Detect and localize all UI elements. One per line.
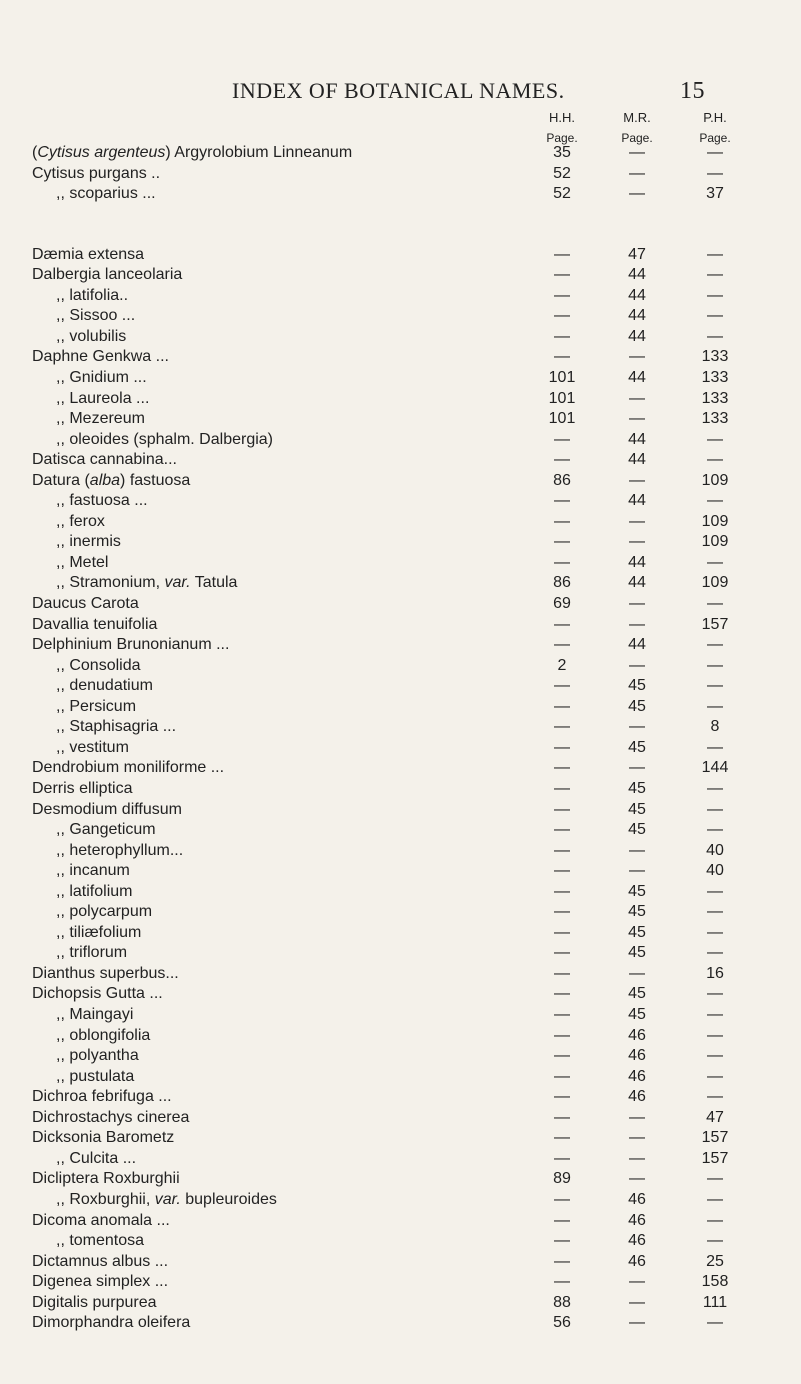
- index-entry: [0, 615, 801, 635]
- entry-name: ,, scoparius ...: [56, 185, 156, 203]
- entry-name: Digitalis purpurea: [32, 1293, 157, 1311]
- index-entry: [0, 450, 801, 470]
- ph-page: —: [707, 923, 723, 941]
- mr-page: 44: [628, 307, 646, 325]
- hh-page: —: [554, 1026, 570, 1044]
- ph-page: —: [707, 882, 723, 900]
- entry-name: ,, Metel: [56, 553, 109, 571]
- ph-page: 133: [701, 389, 729, 407]
- ph-page: —: [707, 553, 723, 571]
- mr-page: 47: [628, 245, 646, 263]
- entry-name: Dichopsis Gutta ...: [32, 985, 163, 1003]
- ph-page: —: [707, 164, 723, 182]
- column-sub: Page.: [699, 131, 731, 145]
- hh-page: —: [554, 1006, 570, 1023]
- entry-name: ,, Stramonium, var. Tatula: [56, 574, 238, 592]
- mr-page: —: [629, 759, 645, 777]
- mr-page: 46: [628, 1088, 646, 1106]
- entry-name: ,, Staphisagria ...: [56, 718, 177, 736]
- entry-name: ,, tomentosa: [56, 1232, 145, 1250]
- mr-page: 45: [628, 1006, 646, 1023]
- ph-page: 133: [701, 410, 729, 428]
- ph-page: —: [707, 985, 723, 1003]
- index-entry: [0, 758, 801, 778]
- entry-name: Dichrostachys cinerea: [32, 1108, 190, 1126]
- hh-page: —: [554, 841, 570, 859]
- index-entry: [0, 1211, 801, 1231]
- ph-page: 144: [701, 759, 729, 777]
- index-entry: [0, 902, 801, 922]
- ph-page: —: [707, 636, 723, 654]
- hh-page: —: [554, 451, 570, 469]
- entry-name: ,, Gangeticum: [56, 821, 156, 839]
- ph-page: —: [707, 738, 723, 756]
- mr-page: —: [629, 144, 645, 161]
- ph-page: 109: [701, 574, 729, 592]
- ph-page: —: [707, 1067, 723, 1085]
- entry-name: ,, polycarpum: [56, 903, 153, 921]
- hh-page: —: [554, 944, 570, 962]
- hh-page: —: [554, 327, 570, 345]
- mr-page: 46: [628, 1190, 646, 1208]
- ph-page: —: [707, 245, 723, 263]
- hh-page: —: [554, 430, 570, 448]
- hh-page: —: [554, 286, 570, 304]
- mr-page: 45: [628, 903, 646, 921]
- hh-page: 101: [548, 368, 576, 386]
- entry-name: Dalbergia lanceolaria: [32, 266, 183, 284]
- mr-page: 44: [628, 266, 646, 284]
- index-entry: [0, 964, 801, 984]
- hh-page: —: [554, 1190, 570, 1208]
- mr-page: —: [629, 389, 645, 407]
- index-entry: [0, 347, 801, 367]
- entry-name: ,, Maingayi: [56, 1006, 134, 1023]
- entry-name: ,, fastuosa ...: [56, 492, 148, 510]
- index-entry: [0, 779, 801, 799]
- hh-page: —: [554, 903, 570, 921]
- mr-page: —: [629, 1108, 645, 1126]
- hh-page: —: [554, 266, 570, 284]
- hh-page: —: [554, 512, 570, 530]
- entry-name: Dicksonia Barometz: [32, 1129, 175, 1147]
- ph-page: 157: [701, 1149, 729, 1167]
- ph-page: 109: [701, 512, 729, 530]
- hh-page: 52: [553, 185, 571, 203]
- entry-name: ,, heterophyllum...: [56, 841, 184, 859]
- entry-name: Datisca cannabina...: [32, 451, 177, 469]
- ph-page: —: [707, 1170, 723, 1188]
- entry-name: Dianthus superbus...: [32, 964, 179, 982]
- hh-page: —: [554, 553, 570, 571]
- ph-page: —: [707, 677, 723, 695]
- index-entry: [0, 1067, 801, 1087]
- mr-page: 44: [628, 492, 646, 510]
- entry-name: ,, latifolium: [56, 882, 133, 900]
- entry-name: ,, polyantha: [56, 1047, 139, 1065]
- index-entry: [0, 738, 801, 758]
- entry-name: Daphne Genkwa ...: [32, 348, 169, 366]
- mr-page: 44: [628, 430, 646, 448]
- entry-name: Dicoma anomala ...: [32, 1211, 170, 1229]
- index-entry: [0, 1293, 801, 1313]
- entry-name: ,, Persicum: [56, 697, 137, 715]
- mr-page: 46: [628, 1067, 646, 1085]
- index-entry: [0, 594, 801, 614]
- mr-page: —: [629, 656, 645, 674]
- entry-name: ,, denudatium: [56, 677, 153, 695]
- entry-name: Dictamnus albus ...: [32, 1252, 169, 1270]
- hh-page: 101: [548, 389, 576, 407]
- ph-page: 111: [702, 1293, 728, 1311]
- hh-page: 101: [548, 410, 576, 428]
- entry-name: ,, vestitum: [56, 738, 129, 756]
- mr-page: 44: [628, 451, 646, 469]
- column-header-hh: [532, 110, 592, 145]
- running-title: INDEX OF BOTANICAL NAMES.: [232, 78, 565, 103]
- mr-page: 44: [628, 574, 646, 592]
- index-entry: [0, 532, 801, 552]
- mr-page: 44: [628, 553, 646, 571]
- column-sub: Page.: [546, 131, 578, 145]
- mr-page: —: [629, 1129, 645, 1147]
- ph-page: —: [707, 1190, 723, 1208]
- hh-page: —: [554, 738, 570, 756]
- ph-page: 47: [706, 1108, 724, 1126]
- hh-page: —: [554, 1108, 570, 1126]
- hh-page: —: [554, 964, 570, 982]
- mr-page: —: [629, 471, 645, 489]
- hh-page: —: [554, 1252, 570, 1270]
- entry-name: ,, Laureola ...: [56, 389, 150, 407]
- hh-page: —: [554, 862, 570, 880]
- page-header: [0, 78, 801, 104]
- ph-page: —: [707, 595, 723, 612]
- ph-page: 133: [701, 348, 729, 366]
- ph-page: —: [707, 1047, 723, 1065]
- hh-page: —: [554, 1067, 570, 1085]
- index-entry: [0, 635, 801, 655]
- entry-name: ,, incanum: [56, 862, 130, 880]
- mr-page: —: [629, 1149, 645, 1167]
- index-entry: [0, 1005, 801, 1025]
- entry-name: ,, Consolida: [56, 656, 141, 674]
- ph-page: —: [707, 1006, 723, 1023]
- mr-page: 46: [628, 1026, 646, 1044]
- index-entry: [0, 1190, 801, 1210]
- hh-page: —: [554, 800, 570, 818]
- entry-name: (Cytisus argenteus) Argyrolobium Linneanum: [32, 144, 353, 161]
- ph-page: —: [707, 266, 723, 284]
- ph-page: —: [707, 821, 723, 839]
- entry-name: Derris elliptica: [32, 779, 133, 797]
- column-sub: Page.: [621, 131, 653, 145]
- ph-page: —: [707, 492, 723, 510]
- mr-page: —: [629, 410, 645, 428]
- index-entry: [0, 368, 801, 388]
- entry-name: ,, Roxburghii, var. bupleuroides: [56, 1190, 277, 1208]
- mr-page: 45: [628, 697, 646, 715]
- column-abbr: H.H.: [549, 110, 575, 125]
- index-entry: [0, 1231, 801, 1251]
- ph-page: 157: [701, 615, 729, 633]
- mr-page: —: [629, 1273, 645, 1291]
- column-abbr: P.H.: [703, 110, 727, 125]
- index-entry: [0, 512, 801, 532]
- mr-page: 45: [628, 985, 646, 1003]
- mr-page: —: [629, 164, 645, 182]
- entry-name: Datura (alba) fastuosa: [32, 471, 191, 489]
- entry-name: ,, Gnidium ...: [56, 368, 147, 386]
- hh-page: 88: [553, 1293, 571, 1311]
- hh-page: —: [554, 718, 570, 736]
- entry-name: Daucus Carota: [32, 595, 139, 612]
- index-entry: [0, 882, 801, 902]
- index-entry: [0, 164, 801, 184]
- index-entry: [0, 265, 801, 285]
- index-entry: [0, 676, 801, 696]
- mr-page: —: [629, 533, 645, 551]
- mr-page: —: [629, 615, 645, 633]
- index-entry: [0, 943, 801, 963]
- ph-page: 158: [701, 1273, 729, 1291]
- ph-page: —: [707, 307, 723, 325]
- hh-page: —: [554, 677, 570, 695]
- mr-page: 44: [628, 636, 646, 654]
- hh-page: —: [554, 1047, 570, 1065]
- index-entry: [0, 923, 801, 943]
- ph-page: —: [707, 451, 723, 469]
- index-entry: [0, 245, 801, 265]
- index-entry: [0, 656, 801, 676]
- hh-page: 86: [553, 471, 571, 489]
- hh-page: —: [554, 1088, 570, 1106]
- index-entry: [0, 1252, 801, 1272]
- hh-page: —: [554, 779, 570, 797]
- index-entry: [0, 306, 801, 326]
- hh-page: 2: [557, 656, 567, 674]
- index-entry: [0, 184, 801, 204]
- hh-page: —: [554, 1232, 570, 1250]
- ph-page: —: [707, 697, 723, 715]
- ph-page: —: [707, 779, 723, 797]
- index-entry: [0, 717, 801, 737]
- entry-name: ,, latifolia..: [56, 286, 129, 304]
- mr-page: 46: [628, 1211, 646, 1229]
- ph-page: —: [707, 286, 723, 304]
- ph-page: 109: [701, 471, 729, 489]
- mr-page: —: [629, 862, 645, 880]
- ph-page: —: [707, 1026, 723, 1044]
- hh-page: —: [554, 882, 570, 900]
- mr-page: 45: [628, 923, 646, 941]
- hh-page: —: [554, 697, 570, 715]
- index-entry: [0, 409, 801, 429]
- ph-page: 16: [706, 964, 724, 982]
- index-entry: [0, 1026, 801, 1046]
- mr-page: 44: [628, 286, 646, 304]
- page-number: 15: [680, 78, 705, 104]
- entry-name: ,, triflorum: [56, 944, 128, 962]
- mr-page: —: [629, 1293, 645, 1311]
- ph-page: —: [707, 327, 723, 345]
- ph-page: —: [707, 1314, 723, 1332]
- index-entry: [0, 1149, 801, 1169]
- mr-page: 45: [628, 738, 646, 756]
- ph-page: 8: [710, 718, 720, 736]
- mr-page: 46: [628, 1252, 646, 1270]
- index-entry: [0, 697, 801, 717]
- entry-name: Davallia tenuifolia: [32, 615, 158, 633]
- index-entry: [0, 389, 801, 409]
- mr-page: 46: [628, 1047, 646, 1065]
- mr-page: 46: [628, 1232, 646, 1250]
- index-entry: [0, 471, 801, 491]
- entry-name: ,, ferox: [56, 512, 105, 530]
- entry-name: ,, volubilis: [56, 327, 127, 345]
- mr-page: 45: [628, 821, 646, 839]
- hh-page: —: [554, 1211, 570, 1229]
- ph-page: —: [707, 800, 723, 818]
- ph-page: —: [707, 144, 723, 161]
- index-entry: [0, 841, 801, 861]
- hh-page: 86: [553, 574, 571, 592]
- index-entry: [0, 143, 801, 163]
- entry-name: ,, pustulata: [56, 1067, 135, 1085]
- index-entry: [0, 1128, 801, 1148]
- mr-page: 44: [628, 327, 646, 345]
- mr-page: 45: [628, 944, 646, 962]
- hh-page: —: [554, 1129, 570, 1147]
- entry-name: Cytisus purgans ..: [32, 164, 161, 182]
- index-entry: [0, 984, 801, 1004]
- entry-name: Delphinium Brunonianum ...: [32, 636, 230, 654]
- entry-name: Digenea simplex ...: [32, 1273, 169, 1291]
- entry-name: ,, Culcita ...: [56, 1149, 137, 1167]
- ph-page: —: [707, 1211, 723, 1229]
- ph-page: —: [707, 1088, 723, 1106]
- mr-page: —: [629, 964, 645, 982]
- mr-page: —: [629, 512, 645, 530]
- hh-page: —: [554, 348, 570, 366]
- index-entry: [0, 491, 801, 511]
- ph-page: —: [707, 944, 723, 962]
- entry-name: Dimorphandra oleifera: [32, 1314, 191, 1332]
- mr-page: —: [629, 595, 645, 612]
- index-entry: [0, 1313, 801, 1333]
- index-entry: [0, 861, 801, 881]
- hh-page: —: [554, 985, 570, 1003]
- column-header-mr: [607, 110, 667, 145]
- index-entry: [0, 1046, 801, 1066]
- mr-page: —: [629, 718, 645, 736]
- ph-page: 25: [706, 1252, 724, 1270]
- entry-name: ,, Sissoo ...: [56, 307, 136, 325]
- entry-name: ,, oleoides (sphalm. Dalbergia): [56, 430, 273, 448]
- index-entry: [0, 327, 801, 347]
- mr-page: —: [629, 185, 645, 203]
- ph-page: —: [707, 903, 723, 921]
- mr-page: 45: [628, 882, 646, 900]
- index-entry: [0, 553, 801, 573]
- hh-page: 52: [553, 164, 571, 182]
- hh-page: 69: [553, 595, 571, 612]
- hh-page: 56: [553, 1314, 571, 1332]
- hh-page: —: [554, 533, 570, 551]
- index-entry: [0, 573, 801, 593]
- hh-page: —: [554, 636, 570, 654]
- index-entry: [0, 430, 801, 450]
- entry-name: Dichroa febrifuga ...: [32, 1088, 172, 1106]
- entry-name: ,, oblongifolia: [56, 1026, 151, 1044]
- hh-page: 89: [553, 1170, 571, 1188]
- entry-name: Dicliptera Roxburghii: [32, 1170, 180, 1188]
- hh-page: 35: [553, 144, 571, 161]
- ph-page: —: [707, 1232, 723, 1250]
- hh-page: —: [554, 1273, 570, 1291]
- mr-page: 45: [628, 779, 646, 797]
- ph-page: —: [707, 430, 723, 448]
- index-entry: [0, 800, 801, 820]
- entry-name: Desmodium diffusum: [32, 800, 182, 818]
- ph-page: 157: [701, 1129, 729, 1147]
- entry-name: ,, tiliæfolium: [56, 923, 142, 941]
- mr-page: —: [629, 1314, 645, 1332]
- mr-page: 45: [628, 677, 646, 695]
- index-entry: [0, 1108, 801, 1128]
- ph-page: 40: [706, 841, 724, 859]
- entry-name: Dæmia extensa: [32, 245, 145, 263]
- hh-page: —: [554, 759, 570, 777]
- hh-page: —: [554, 923, 570, 941]
- mr-page: 44: [628, 368, 646, 386]
- index-entry: [0, 820, 801, 840]
- ph-page: —: [707, 656, 723, 674]
- mr-page: 45: [628, 800, 646, 818]
- entry-name: ,, Mezereum: [56, 410, 145, 428]
- mr-page: —: [629, 841, 645, 859]
- index-entry: [0, 1272, 801, 1292]
- index-entry: [0, 1087, 801, 1107]
- ph-page: 133: [701, 368, 729, 386]
- hh-page: —: [554, 492, 570, 510]
- entry-name: ,, inermis: [56, 533, 121, 551]
- hh-page: —: [554, 1149, 570, 1167]
- ph-page: 40: [706, 862, 724, 880]
- hh-page: —: [554, 307, 570, 325]
- index-entry: [0, 1169, 801, 1189]
- ph-page: 37: [706, 185, 724, 203]
- mr-page: —: [629, 348, 645, 366]
- column-header-ph: [685, 110, 745, 145]
- hh-page: —: [554, 245, 570, 263]
- mr-page: —: [629, 1170, 645, 1188]
- index-entry: [0, 286, 801, 306]
- ph-page: 109: [701, 533, 729, 551]
- hh-page: —: [554, 615, 570, 633]
- column-abbr: M.R.: [623, 110, 651, 125]
- hh-page: —: [554, 821, 570, 839]
- entry-name: Dendrobium moniliforme ...: [32, 759, 225, 777]
